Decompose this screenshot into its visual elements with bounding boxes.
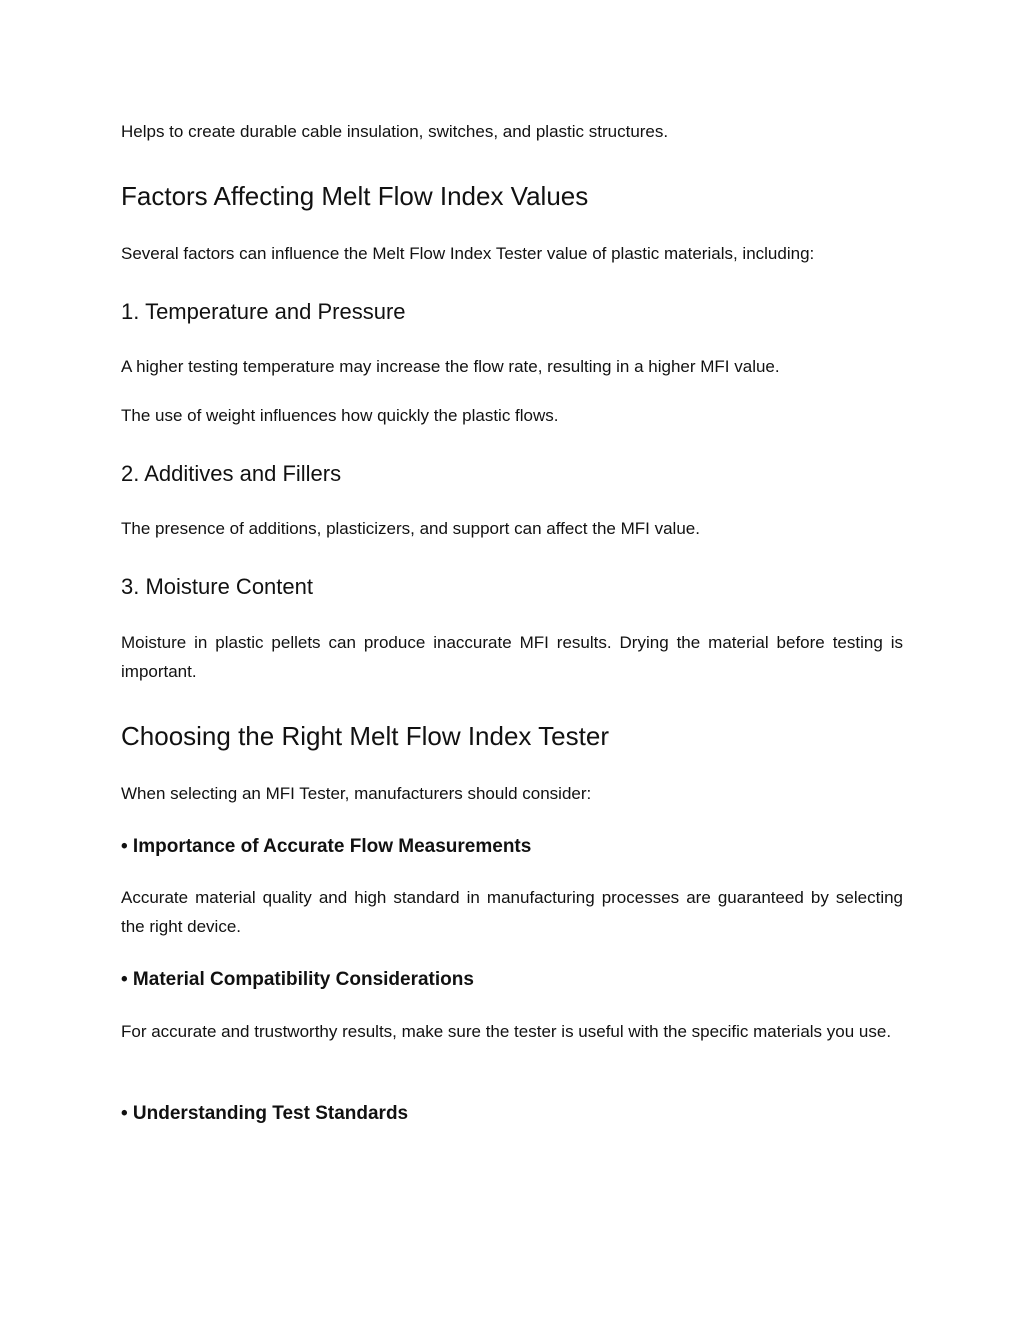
weight-paragraph: The use of weight influences how quickly the plastic flows. <box>121 406 559 425</box>
temperature-paragraph: A higher testing temperature may increase the flow rate, resulting in a higher MFI value. <box>121 357 780 376</box>
factors-heading: Factors Affecting Melt Flow Index Values <box>121 181 589 211</box>
choosing-heading: Choosing the Right Melt Flow Index Tester <box>121 721 609 751</box>
accurate-flow-heading: • Importance of Accurate Flow Measurements <box>121 836 532 857</box>
moisture-paragraph: Moisture in plastic pellets can produce inaccurate MFI results. Drying the material before testing is important. <box>121 633 903 681</box>
intro-tail-paragraph: Helps to create durable cable insulation, switches, and plastic structures. <box>121 122 669 141</box>
material-compatibility-paragraph: For accurate and trustworthy results, make sure the tester is useful with the specific materials you use. <box>121 1022 892 1041</box>
moisture-content-heading: 3. Moisture Content <box>121 574 313 599</box>
accurate-flow-paragraph: Accurate material quality and high standard in manufacturing processes are guaranteed by selecting the right device. <box>121 888 903 936</box>
additives-fillers-heading: 2. Additives and Fillers <box>121 461 342 486</box>
additives-paragraph: The presence of additions, plasticizers, and support can affect the MFI value. <box>121 519 700 538</box>
temperature-pressure-heading: 1. Temperature and Pressure <box>121 299 406 324</box>
test-standards-heading: • Understanding Test Standards <box>121 1103 409 1124</box>
material-compatibility-heading: • Material Compatibility Considerations <box>121 969 474 990</box>
factors-intro-paragraph: Several factors can influence the Melt Flow Index Tester value of plastic materials, including: <box>121 244 815 263</box>
choosing-intro-paragraph: When selecting an MFI Tester, manufacturers should consider: <box>121 784 592 803</box>
